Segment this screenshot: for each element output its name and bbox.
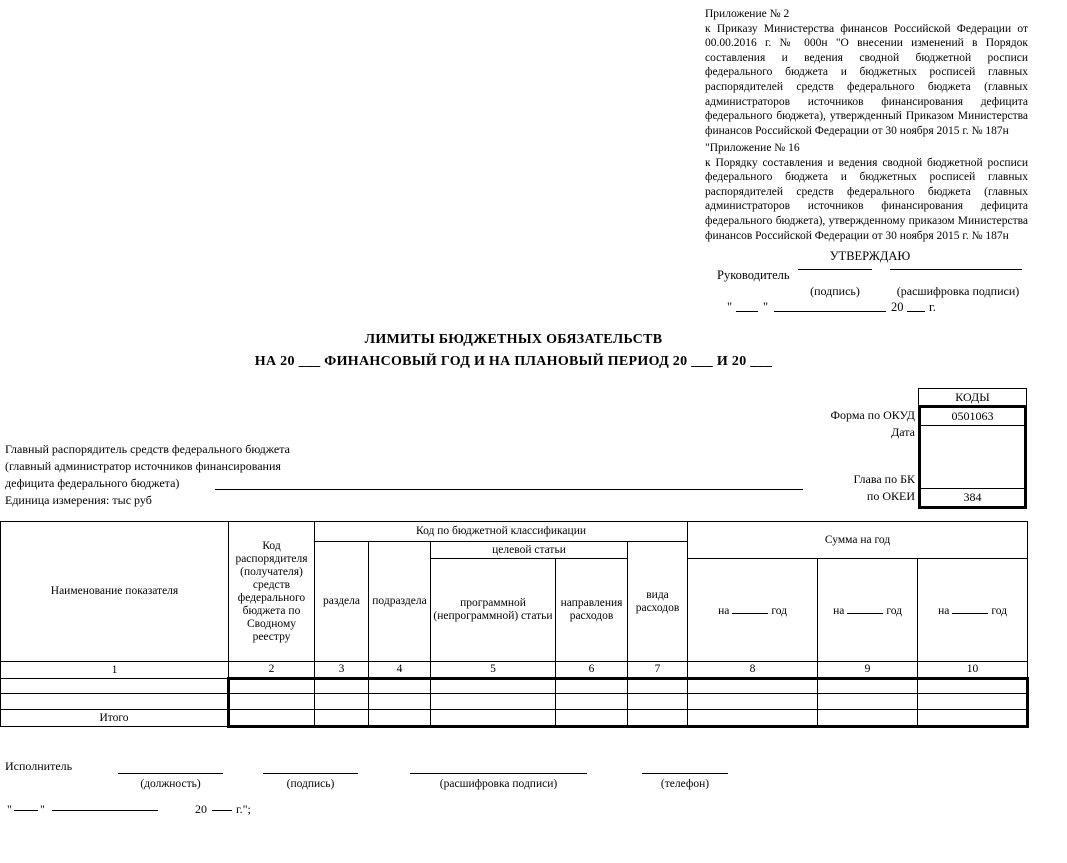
- appendix-1-body: к Приказу Министерства финансов Российской Федерации от 00.00.2016 г. № 000н "О внесении изменений в Порядок составления и ведения сводной бюджетной росписи федерального бюджета и бюджетных росписей главных распорядителей средств федерального бюджета (главных администраторов источников финансирования дефицита федерального бюджета), утвержденный Приказом Министерства финансов Российской Федерации от 30 ноября 2015 г. № 187н: [705, 22, 1028, 137]
- open-quote: ": [727, 300, 733, 314]
- col-header-code-registry: Код распорядителя (получателя) средств федерального бюджета по Сводному реестру: [229, 522, 315, 662]
- document-title: [0, 329, 1027, 373]
- col-num-4: 4: [369, 662, 431, 679]
- total-cell[interactable]: [369, 710, 431, 727]
- signature-caption: (подпись): [286, 778, 335, 790]
- total-row: [1, 710, 1028, 727]
- signature-caption: (подпись): [810, 284, 860, 298]
- year-blank[interactable]: [212, 800, 232, 811]
- approval-month-blank[interactable]: [774, 291, 886, 312]
- col-num-10: 10: [918, 662, 1028, 679]
- approval-day-blank[interactable]: [736, 291, 758, 312]
- data-cell[interactable]: [229, 694, 315, 710]
- year3-blank[interactable]: [952, 603, 988, 614]
- data-cell[interactable]: [1, 679, 229, 694]
- year1-blank[interactable]: [732, 603, 768, 614]
- executor-transcript-blank[interactable]: [410, 765, 587, 774]
- total-cell[interactable]: [431, 710, 556, 727]
- position-caption: (должность): [140, 778, 201, 790]
- total-cell[interactable]: [688, 710, 818, 727]
- col-num-9: 9: [818, 662, 918, 679]
- year-suffix: год: [991, 604, 1008, 617]
- data-cell[interactable]: [556, 694, 628, 710]
- recipient-line2: (главный администратор источников финансирования: [5, 459, 281, 473]
- col-num-8: 8: [688, 662, 818, 679]
- table-row: [1, 694, 1028, 710]
- col-header-target-article: целевой статьи: [431, 542, 628, 559]
- approval-block: [710, 249, 1030, 321]
- numbering-row: [1, 662, 1028, 679]
- close-quote: ": [40, 802, 45, 816]
- data-cell[interactable]: [918, 694, 1028, 710]
- recipient-block: [5, 441, 290, 509]
- data-cell[interactable]: [229, 679, 315, 694]
- open-quote: ": [7, 802, 12, 816]
- executor-position-blank[interactable]: [118, 765, 223, 774]
- total-cell[interactable]: [315, 710, 369, 727]
- appendix-1-label: Приложение № 2: [705, 8, 790, 20]
- data-cell[interactable]: [315, 679, 369, 694]
- col-num-7: 7: [628, 662, 688, 679]
- phone-caption: (телефон): [660, 778, 710, 790]
- day-blank[interactable]: [14, 800, 38, 811]
- col-header-program-article: программной (непрограммной) статьи: [431, 559, 556, 662]
- col-header-year2: [818, 559, 918, 662]
- approval-year-prefix: 20: [891, 300, 904, 314]
- col-num-5: 5: [431, 662, 556, 679]
- data-cell[interactable]: [369, 679, 431, 694]
- data-cell[interactable]: [556, 679, 628, 694]
- col-header-podrazdel: подраздела: [369, 542, 431, 662]
- unit-line: Единица измерения: тыс руб: [5, 493, 152, 507]
- document-title-line1: ЛИМИТЫ БЮДЖЕТНЫХ ОБЯЗАТЕЛЬСТВ: [364, 332, 663, 347]
- col-header-razdel: раздела: [315, 542, 369, 662]
- col-num-3: 3: [315, 662, 369, 679]
- table-row: [1, 679, 1028, 694]
- appendix-1: [705, 7, 1028, 138]
- executor-label: Исполнитель: [5, 759, 73, 773]
- chapter-label: Глава по БК: [853, 472, 915, 486]
- data-cell[interactable]: [688, 679, 818, 694]
- col-header-name: Наименование показателя: [1, 522, 229, 662]
- data-cell[interactable]: [818, 679, 918, 694]
- codes-heading: КОДЫ: [918, 388, 1027, 405]
- col-num-1: 1: [1, 662, 229, 679]
- data-cell[interactable]: [369, 694, 431, 710]
- approval-heading: УТВЕРЖДАЮ: [829, 249, 911, 263]
- data-cell[interactable]: [918, 679, 1028, 694]
- okud-label: Форма по ОКУД: [830, 408, 915, 422]
- total-cell[interactable]: [818, 710, 918, 727]
- okud-value: 0501063: [921, 408, 1024, 426]
- total-cell[interactable]: [918, 710, 1028, 727]
- approval-year-blank[interactable]: [907, 291, 925, 312]
- codes-values: [918, 405, 1027, 509]
- executor-phone-blank[interactable]: [642, 765, 728, 774]
- year-suffix: г.";: [236, 802, 251, 816]
- data-cell[interactable]: [431, 679, 556, 694]
- data-cell[interactable]: [818, 694, 918, 710]
- approval-role-label: Руководитель: [717, 268, 790, 282]
- data-cell[interactable]: [431, 694, 556, 710]
- col-header-budget-class: Код по бюджетной классификации: [315, 522, 688, 542]
- col-header-year1: [688, 559, 818, 662]
- year-prefix: на: [938, 604, 950, 617]
- limits-table: [0, 521, 1029, 728]
- transcript-caption: (расшифровка подписи): [439, 778, 558, 790]
- year-prefix: на: [833, 604, 845, 617]
- date-value-cell[interactable]: [921, 426, 1024, 489]
- year2-blank[interactable]: [847, 603, 883, 614]
- codes-box: [918, 388, 1027, 509]
- okei-label: по ОКЕИ: [866, 489, 915, 503]
- year-suffix: год: [886, 604, 903, 617]
- date-label: Дата: [891, 425, 915, 439]
- total-cell[interactable]: [628, 710, 688, 727]
- close-quote: ": [763, 300, 769, 314]
- okei-value: 384: [963, 490, 982, 504]
- appendix-2: [705, 141, 1028, 243]
- executor-signature-blank[interactable]: [263, 765, 358, 774]
- col-num-6: 6: [556, 662, 628, 679]
- data-cell[interactable]: [628, 679, 688, 694]
- year-suffix: год: [771, 604, 788, 617]
- total-cell[interactable]: [556, 710, 628, 727]
- col-header-year3: [918, 559, 1028, 662]
- year-prefix: на: [718, 604, 730, 617]
- total-cell[interactable]: [229, 710, 315, 727]
- approval-signature-blank[interactable]: [798, 256, 872, 270]
- appendix-2-label: "Приложение № 16: [705, 142, 800, 154]
- col-header-direction: направления расходов: [556, 559, 628, 662]
- month-blank[interactable]: [52, 800, 158, 811]
- data-cell[interactable]: [688, 694, 818, 710]
- col-num-2: 2: [229, 662, 315, 679]
- approval-year-suffix: г.: [929, 300, 936, 314]
- year-prefix: 20: [195, 802, 207, 816]
- col-header-sum-year: Сумма на год: [688, 522, 1028, 559]
- data-cell[interactable]: [1, 694, 229, 710]
- col-header-vid: вида расходов: [628, 542, 688, 662]
- approval-transcript-blank[interactable]: [890, 256, 1022, 270]
- data-cell[interactable]: [315, 694, 369, 710]
- appendix-2-body: к Порядку составления и ведения сводной бюджетной росписи федерального бюджета и бюджетных росписей главных распорядителей средств федерального бюджета (главных администраторов источников финансирования дефицита федерального бюджета), утвержденному приказом Министерства финансов Российской Федерации от 30 ноября 2015 г. № 187н: [705, 156, 1028, 242]
- recipient-fill-blank[interactable]: [215, 481, 803, 490]
- total-label: Итого: [1, 710, 229, 727]
- document-title-line2: НА 20 ___ ФИНАНСОВЫЙ ГОД И НА ПЛАНОВЫЙ ПЕРИОД 20 ___ И 20 ___: [254, 354, 773, 369]
- transcript-caption: (расшифровка подписи): [896, 284, 1020, 298]
- recipient-line3: дефицита федерального бюджета): [5, 476, 180, 490]
- executor-date-line: [0, 800, 300, 816]
- data-cell[interactable]: [628, 694, 688, 710]
- recipient-line1: Главный распорядитель средств федерального бюджета: [5, 442, 290, 456]
